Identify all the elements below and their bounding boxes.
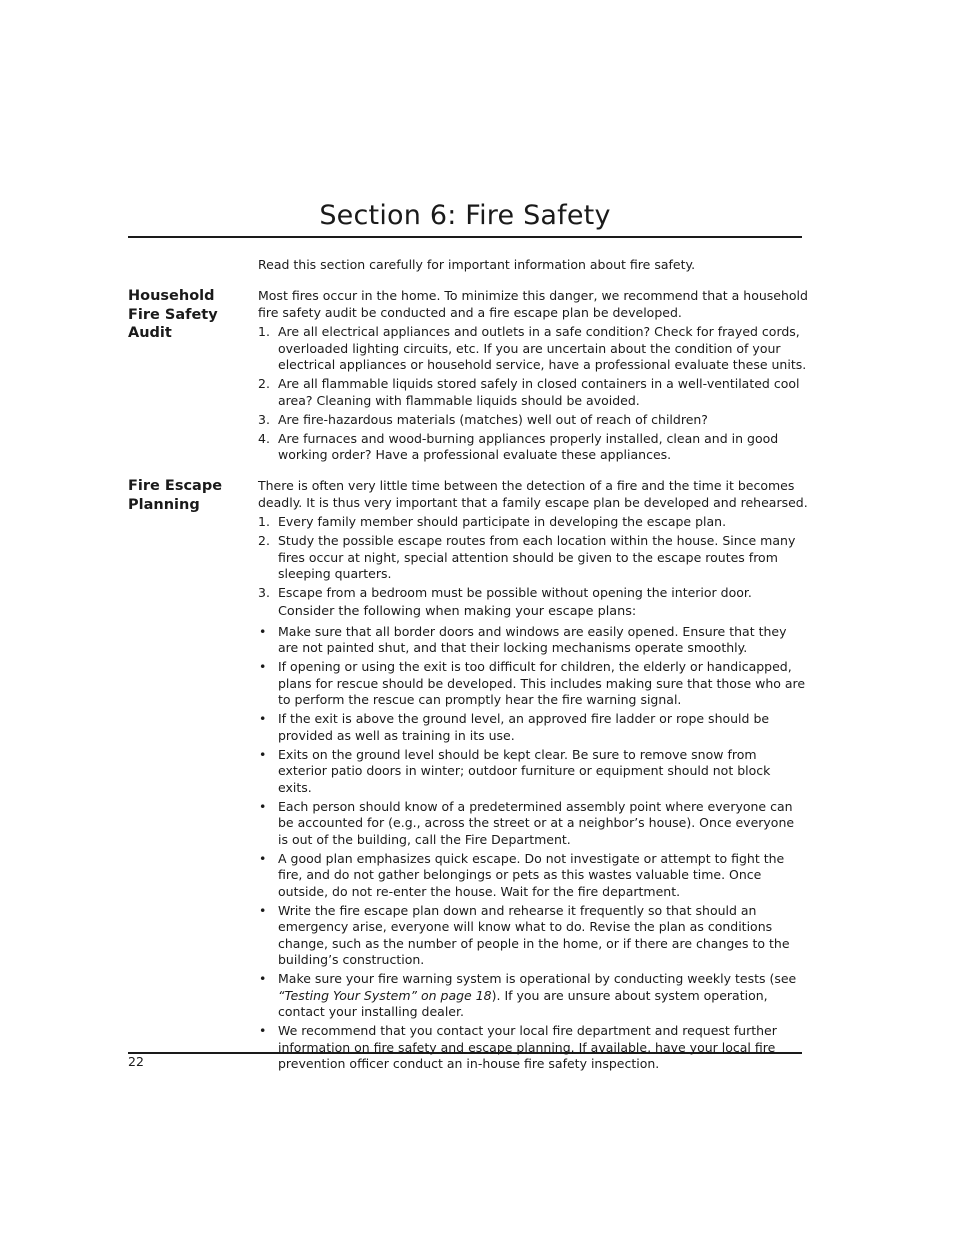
- bullet-icon: •: [259, 659, 267, 674]
- heading-line: Household: [128, 288, 215, 304]
- item-text: If the exit is above the ground level, an approved fire ladder or rope should be provided as well as training in its use.: [278, 711, 770, 743]
- fire-escape-heading: [128, 477, 246, 514]
- consider-subheading: Consider the following when making your escape plans:: [278, 604, 637, 619]
- item-number: 3.: [258, 585, 270, 600]
- title-rule: [128, 236, 802, 238]
- item-text: Are all electrical appliances and outlets in a safe condition? Check for frayed cords, overloaded lighting circuits, etc. If you are uncertain about the condition of your electrical appliances or household service, have a professional evaluate these units.: [278, 324, 807, 372]
- list-item: [258, 533, 808, 583]
- list-item: [258, 431, 808, 464]
- item-text: Write the fire escape plan down and rehearse it frequently so that should an emergency arise, everyone will know what to do. Revise the plan as conditions change, such as the number of people in the home, or if there are changes to the building’s construction.: [278, 902, 790, 967]
- item-text: A good plan emphasizes quick escape. Do not investigate or attempt to fight the fire, and do not gather belongings or pets as this wastes valuable time. Once outside, do not re-enter the house. Wait for the fire department.: [278, 850, 785, 899]
- section-intro: Read this section carefully for important information about fire safety.: [258, 257, 696, 272]
- list-item: [258, 376, 808, 409]
- heading-line: Planning: [128, 496, 200, 513]
- item-number: 2.: [258, 376, 270, 391]
- item-number: 2.: [258, 533, 270, 548]
- list-item: [258, 851, 808, 901]
- footer-rule: [128, 1052, 802, 1054]
- bullet-icon: •: [259, 850, 267, 866]
- page-number: 22: [128, 1054, 144, 1069]
- heading-line: Fire Escape: [128, 478, 223, 494]
- escape-steps: [258, 514, 808, 602]
- list-item: [258, 711, 808, 744]
- bullet-icon: •: [259, 971, 267, 986]
- item-text: Study the possible escape routes from each location within the house. Since many fires occur at night, special attention should be given to the escape routes from sleeping quarters.: [278, 533, 796, 581]
- household-audit-body: [258, 288, 808, 466]
- list-item: [258, 799, 808, 849]
- audit-intro: Most fires occur in the home. To minimize this danger, we recommend that a household fire safety audit be conducted and a fire escape plan be developed.: [258, 288, 808, 320]
- list-item: [258, 624, 808, 657]
- list-item: [258, 324, 808, 374]
- list-item: [258, 659, 808, 709]
- escape-plan-tips: [258, 624, 808, 1073]
- escape-intro: There is often very little time between the detection of a fire and the time it becomes deadly. It is thus very important that a family escape plan be developed and rehearsed.: [258, 478, 808, 510]
- list-item: [258, 585, 808, 602]
- item-number: 1.: [258, 514, 270, 529]
- list-item: [258, 412, 808, 429]
- item-text: Make sure your fire warning system is operational by conducting weekly tests (see: [278, 971, 797, 986]
- item-text: Are furnaces and wood-burning appliances properly installed, clean and in good working order? Have a professional evaluate these appliances.: [278, 430, 779, 462]
- item-text: Are fire-hazardous materials (matches) well out of reach of children?: [278, 411, 708, 427]
- item-text: Exits on the ground level should be kept clear. Be sure to remove snow from exterior patio doors in winter; outdoor furniture or equipment should not block exits.: [278, 746, 771, 795]
- item-text: Every family member should participate in developing the escape plan.: [278, 514, 727, 529]
- item-number: 1.: [258, 324, 270, 339]
- item-text: Escape from a bedroom must be possible without opening the interior door.: [278, 585, 752, 600]
- household-audit-heading: [128, 287, 246, 343]
- heading-line: Audit: [128, 325, 172, 341]
- item-text: Each person should know of a predetermined assembly point where everyone can be accounted for (e.g., across the street or at a neighbor’s house). Once everyone is out of the building, call the Fire Department.: [278, 798, 795, 847]
- bullet-icon: •: [259, 623, 267, 639]
- item-text: If opening or using the exit is too difficult for children, the elderly or handicapped, plans for rescue should be developed. This includes making sure that those who are to perform the rescue can promptly hear the fire warning signal.: [278, 659, 806, 707]
- list-item: [258, 514, 808, 531]
- item-number: 3.: [258, 411, 270, 427]
- audit-checklist: [258, 324, 808, 464]
- page-reference: “Testing Your System” on page 18: [278, 987, 492, 1003]
- item-text: Make sure that all border doors and windows are easily opened. Ensure that they are not painted shut, and that their locking mechanisms operate smoothly.: [278, 623, 787, 655]
- bullet-icon: •: [259, 1023, 267, 1038]
- list-item: [258, 971, 808, 1021]
- bullet-icon: •: [259, 711, 267, 726]
- item-text: We recommend that you contact your local fire department and request further information on fire safety and escape planning. If available, have your local fire prevention officer conduct an in-house fire safety inspection.: [278, 1023, 777, 1071]
- item-number: 4.: [258, 430, 270, 446]
- fire-escape-body: [258, 478, 808, 1075]
- heading-line: Fire Safety: [128, 306, 218, 323]
- page-title: Section 6: Fire Safety: [319, 200, 611, 231]
- item-text-continued: ). If you are unsure about system operation, contact your installing dealer.: [278, 987, 768, 1019]
- item-text: Are all flammable liquids stored safely in closed containers in a well-ventilated cool area? Cleaning with flammable liquids should be avoided.: [278, 376, 800, 408]
- bullet-icon: •: [259, 746, 267, 762]
- bullet-icon: •: [259, 902, 267, 918]
- list-item: [258, 903, 808, 969]
- bullet-icon: •: [259, 798, 267, 814]
- list-item: [258, 747, 808, 797]
- list-item: [258, 1023, 808, 1073]
